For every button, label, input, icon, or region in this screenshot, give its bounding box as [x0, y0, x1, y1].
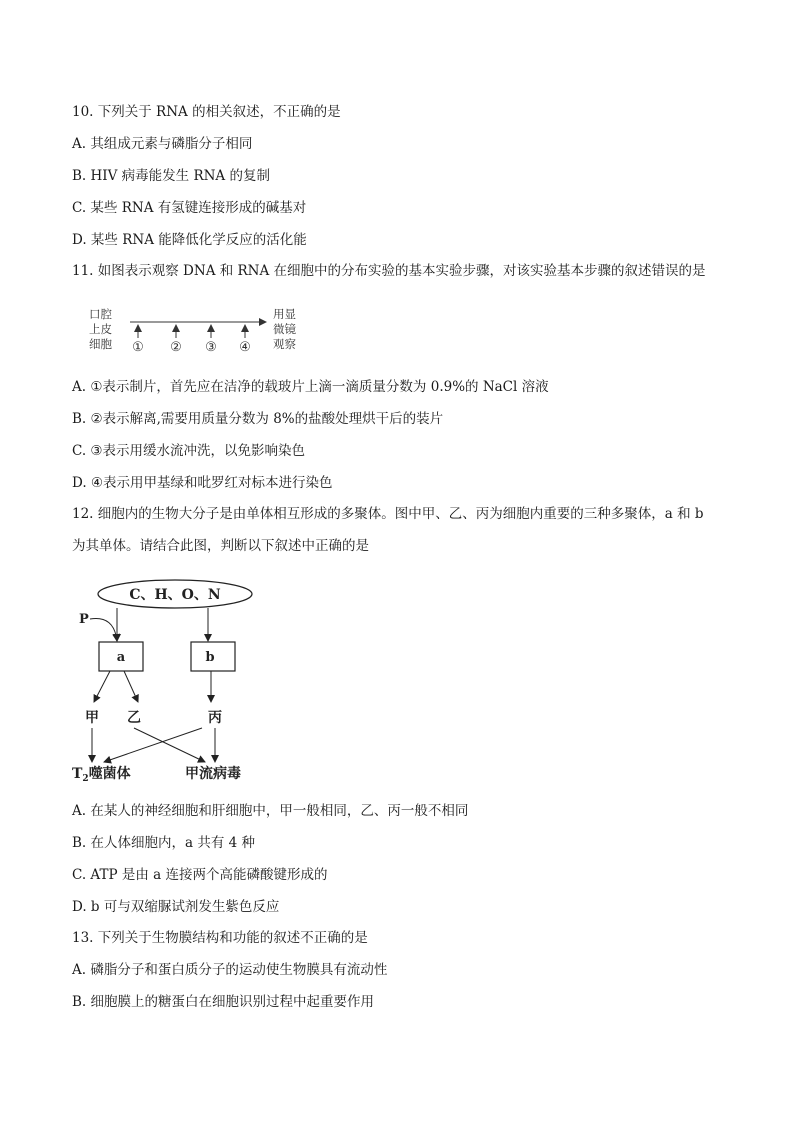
left-label-line-2: 上皮	[89, 322, 112, 336]
question-13-option-b: B. 细胞膜上的糖蛋白在细胞识别过程中起重要作用	[72, 994, 375, 1010]
question-11-option-b: B. ②表示解离,需要用质量分数为 8%的盐酸处理烘干后的装片	[72, 411, 444, 427]
polymer-diagram	[70, 575, 270, 787]
polymer-bing: 丙	[208, 710, 222, 726]
elements-label: C、H、O、N	[129, 587, 221, 603]
bing-to-phage-arrow	[104, 728, 202, 762]
polymer-jia: 甲	[85, 710, 99, 726]
phosphorus-arrow	[90, 618, 117, 641]
right-label-line-2: 微镜	[273, 322, 296, 336]
question-11-option-a: A. ①表示制片，首先应在洁净的载玻片上滴一滴质量分数为 0.9%的 NaCl 溶液	[72, 379, 549, 395]
phosphorus-label: P	[79, 612, 89, 627]
question-11-stem: 11. 如图表示观察 DNA 和 RNA 在细胞中的分布实验的基本实验步骤，对该实验基本步骤的叙述错误的是	[72, 263, 706, 279]
yi-to-flu-arrow	[134, 728, 205, 762]
question-12-option-a: A. 在某人的神经细胞和肝细胞中，甲一般相同，乙、丙一般不相同	[72, 803, 469, 819]
right-label-line-3: 观察	[273, 337, 296, 351]
question-12-stem-line-1: 12. 细胞内的生物大分子是由单体相互形成的多聚体。图中甲、乙、丙为细胞内重要的三种多聚体，a 和 b	[72, 506, 704, 522]
a-to-yi-arrow	[124, 671, 138, 702]
flu-virus-label: 甲流病毒	[185, 766, 241, 782]
question-10-option-d: D. 某些 RNA 能降低化学反应的活化能	[72, 232, 307, 248]
question-10-option-a: A. 其组成元素与磷脂分子相同	[72, 136, 253, 152]
question-13-stem: 13. 下列关于生物膜结构和功能的叙述不正确的是	[72, 930, 368, 946]
monomer-a-label: a	[116, 650, 126, 665]
right-label-line-1: 用显	[273, 307, 296, 321]
question-12-option-d: D. b 可与双缩脲试剂发生紫色反应	[72, 899, 280, 915]
step-2-label: ②	[170, 340, 182, 355]
left-label-line-3: 细胞	[89, 337, 112, 351]
question-12-option-c: C. ATP 是由 a 连接两个高能磷酸键形成的	[72, 867, 328, 883]
question-10-stem: 10. 下列关于 RNA 的相关叙述，不正确的是	[72, 104, 341, 120]
step-1-label: ①	[132, 340, 144, 355]
left-label-line-1: 口腔	[89, 307, 112, 321]
question-10-option-b: B. HIV 病毒能发生 RNA 的复制	[72, 168, 270, 184]
phage-label: $T_2$噬菌体	[72, 766, 131, 784]
experiment-steps-figure	[80, 300, 320, 362]
question-12-option-b: B. 在人体细胞内，a 共有 4 种	[72, 835, 256, 851]
question-11-option-c: C. ③表示用缓水流冲洗，以免影响染色	[72, 443, 306, 459]
step-4-label: ④	[239, 340, 251, 355]
question-10-option-c: C. 某些 RNA 有氢键连接形成的碱基对	[72, 200, 307, 216]
question-11-option-d: D. ④表示用甲基绿和吡罗红对标本进行染色	[72, 475, 333, 491]
polymer-yi: 乙	[127, 710, 141, 726]
question-12-stem-line-2: 为其单体。请结合此图，判断以下叙述中正确的是	[72, 538, 369, 554]
a-to-jia-arrow	[94, 671, 110, 702]
step-3-label: ③	[205, 340, 217, 355]
question-13-option-a: A. 磷脂分子和蛋白质分子的运动使生物膜具有流动性	[72, 962, 388, 978]
monomer-b-label: b	[205, 650, 215, 665]
